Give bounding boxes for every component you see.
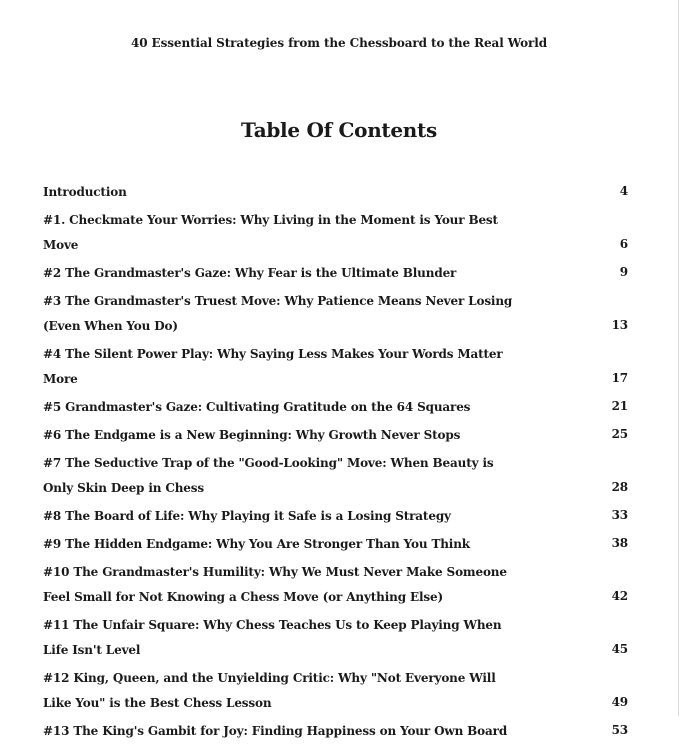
toc-entry[interactable] (43, 717, 628, 745)
toc-entry-page-number: 4 (619, 184, 628, 198)
toc-entry-title[interactable]: #5 Grandmaster's Gaze: Cultivating Gratitude on the 64 Squares (43, 400, 471, 414)
toc-entry[interactable] (43, 340, 628, 393)
toc-entry-page-number: 38 (611, 536, 628, 550)
toc-entry[interactable] (43, 449, 628, 502)
toc-entry-page-number: 25 (611, 427, 628, 441)
toc-entry-title[interactable]: #9 The Hidden Endgame: Why You Are Stronger Than You Think (43, 537, 470, 551)
toc-entry[interactable] (43, 178, 628, 206)
toc-entry-title[interactable]: Introduction (43, 185, 127, 199)
toc-entry[interactable] (43, 558, 628, 611)
toc-entry-page-number: 6 (619, 237, 628, 251)
toc-entry[interactable] (43, 421, 628, 449)
toc-entry[interactable] (43, 259, 628, 287)
toc-entry[interactable] (43, 664, 628, 717)
toc-entry-title[interactable]: #12 King, Queen, and the Unyielding Critic: Why "Not Everyone Will Like You" is the Best Chess Lesson (43, 671, 496, 710)
toc-entry-title[interactable]: #8 The Board of Life: Why Playing it Safe is a Losing Strategy (43, 509, 451, 523)
toc-entry-page-number: 13 (611, 318, 628, 332)
toc-entry-title[interactable]: #7 The Seductive Trap of the "Good-Looking" Move: When Beauty is Only Skin Deep in Chess (43, 456, 494, 495)
toc-entry-title[interactable]: #6 The Endgame is a New Beginning: Why Growth Never Stops (43, 428, 461, 442)
toc-entry-page-number: 33 (611, 508, 628, 522)
toc-entry[interactable] (43, 530, 628, 558)
toc-entry-page-number: 17 (611, 371, 628, 385)
toc-entry-page-number: 53 (611, 723, 628, 737)
toc-entry-page-number: 9 (619, 265, 628, 279)
toc-entry-page-number: 42 (611, 589, 628, 603)
toc-entry-title[interactable]: #2 The Grandmaster's Gaze: Why Fear is the Ultimate Blunder (43, 266, 457, 280)
toc-list (43, 178, 628, 745)
toc-entry[interactable] (43, 611, 628, 664)
toc-entry[interactable] (43, 206, 628, 259)
toc-entry-title[interactable]: #11 The Unfair Square: Why Chess Teaches Us to Keep Playing When Life Isn't Level (43, 618, 502, 657)
toc-entry[interactable] (43, 287, 628, 340)
toc-entry[interactable] (43, 393, 628, 421)
toc-entry-title[interactable]: #10 The Grandmaster's Humility: Why We Must Never Make Someone Feel Small for Not Knowing a Chess Move (or Anything Else) (43, 565, 507, 604)
toc-entry-page-number: 45 (611, 642, 628, 656)
toc-entry-page-number: 28 (611, 480, 628, 494)
toc-title: Table Of Contents (241, 118, 437, 142)
toc-entry-page-number: 21 (611, 399, 628, 413)
toc-entry-page-number: 49 (611, 695, 628, 709)
running-header: 40 Essential Strategies from the Chessboard to the Real World (130, 36, 548, 50)
toc-entry-title[interactable]: #4 The Silent Power Play: Why Saying Less Makes Your Words Matter More (43, 347, 503, 386)
toc-entry-title[interactable]: #13 The King's Gambit for Joy: Finding Happiness on Your Own Board (43, 724, 508, 738)
toc-entry-title[interactable]: #3 The Grandmaster's Truest Move: Why Patience Means Never Losing (Even When You Do) (43, 294, 513, 333)
toc-entry[interactable] (43, 502, 628, 530)
toc-entry-title[interactable]: #1. Checkmate Your Worries: Why Living in the Moment is Your Best Move (43, 213, 498, 252)
